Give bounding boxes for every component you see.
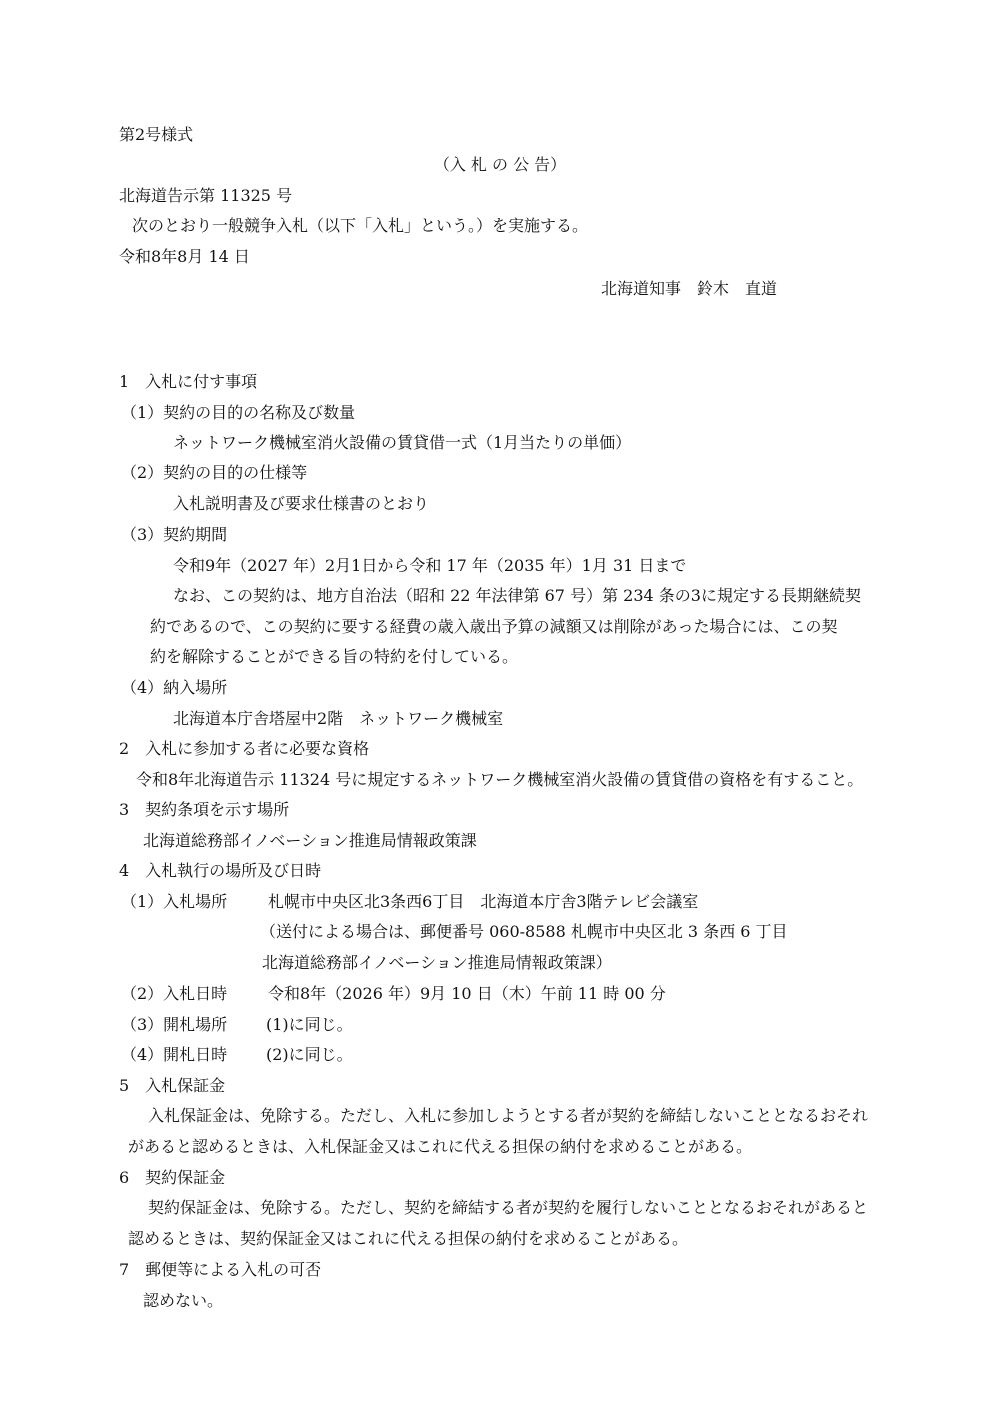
s1-item3-text4: 約を解除することができる旨の特約を付している。 bbox=[150, 647, 519, 666]
notice-date: 令和8年8月 14 日 bbox=[119, 247, 250, 266]
s4-item1-label: （1）入札場所 bbox=[121, 892, 228, 911]
section-4-heading: 4 入札執行の場所及び日時 bbox=[119, 861, 322, 880]
document-title: （入 札 の 公 告） bbox=[433, 155, 567, 174]
section-3-heading: 3 契約条項を示す場所 bbox=[119, 800, 290, 819]
s4-item3-text: (1)に同じ。 bbox=[266, 1015, 353, 1034]
s1-item1-text: ネットワーク機械室消火設備の賃貸借一式（1月当たりの単価） bbox=[173, 433, 632, 452]
notice-number: 北海道告示第 11325 号 bbox=[119, 186, 293, 205]
s4-item1-text1: 札幌市中央区北3条西6丁目 北海道本庁舎3階テレビ会議室 bbox=[268, 892, 699, 911]
s1-item1-label: （1）契約の目的の名称及び数量 bbox=[121, 403, 356, 422]
section-2-text: 令和8年北海道告示 11324 号に規定するネットワーク機械室消火設備の賃貸借の資格を有すること。 bbox=[136, 770, 864, 789]
section-6-text2: 認めるときは、契約保証金又はこれに代える担保の納付を求めることがある。 bbox=[128, 1229, 689, 1248]
s1-item3-text1: 令和9年（2027 年）2月1日から令和 17 年（2035 年）1月 31 日まで bbox=[173, 556, 687, 575]
s4-item2-text: 令和8年（2026 年）9月 10 日（木）午前 11 時 00 分 bbox=[268, 984, 666, 1003]
s1-item3-text2: なお、この契約は、地方自治法（昭和 22 年法律第 67 号）第 234 条の3に規定する長期継続契 bbox=[173, 586, 861, 605]
signer: 北海道知事 鈴木 直道 bbox=[601, 279, 778, 298]
s1-item4-text: 北海道本庁舎塔屋中2階 ネットワーク機械室 bbox=[173, 709, 504, 728]
section-5-text2: があると認めるときは、入札保証金又はこれに代える担保の納付を求めることがある。 bbox=[128, 1137, 753, 1156]
section-6-heading: 6 契約保証金 bbox=[119, 1168, 226, 1187]
form-number: 第2号様式 bbox=[119, 125, 194, 144]
section-3-text: 北海道総務部イノベーション推進局情報政策課 bbox=[143, 831, 477, 850]
s1-item2-label: （2）契約の目的の仕様等 bbox=[121, 463, 308, 482]
s4-item1-text2: （送付による場合は、郵便番号 060-8588 札幌市中央区北 3 条西 6 丁目 bbox=[260, 922, 788, 941]
section-1-heading: 1 入札に付す事項 bbox=[119, 372, 258, 391]
s4-item2-label: （2）入札日時 bbox=[121, 984, 228, 1003]
s4-item3-label: （3）開札場所 bbox=[121, 1015, 228, 1034]
s4-item4-label: （4）開札日時 bbox=[121, 1045, 228, 1064]
section-7-heading: 7 郵便等による入札の可否 bbox=[119, 1260, 322, 1279]
section-7-text: 認めない。 bbox=[143, 1291, 224, 1310]
section-5-text1: 入札保証金は、免除する。ただし、入札に参加しようとする者が契約を締結しないこととなるおそれ bbox=[148, 1106, 869, 1125]
section-5-heading: 5 入札保証金 bbox=[119, 1076, 226, 1095]
section-6-text1: 契約保証金は、免除する。ただし、契約を締結する者が契約を履行しないこととなるおそれがあると bbox=[148, 1198, 869, 1217]
section-2-heading: 2 入札に参加する者に必要な資格 bbox=[119, 739, 370, 758]
s1-item4-label: （4）納入場所 bbox=[121, 678, 228, 697]
s1-item2-text: 入札説明書及び要求仕様書のとおり bbox=[173, 494, 430, 513]
s4-item4-text: (2)に同じ。 bbox=[266, 1045, 353, 1064]
s4-item1-text3: 北海道総務部イノベーション推進局情報政策課） bbox=[262, 953, 612, 972]
intro-text: 次のとおり一般競争入札（以下「入札」という。）を実施する。 bbox=[132, 216, 589, 235]
s1-item3-label: （3）契約期間 bbox=[121, 525, 228, 544]
s1-item3-text3: 約であるので、この契約に要する経費の歳入歳出予算の減額又は削除があった場合には、この契 bbox=[150, 617, 838, 636]
